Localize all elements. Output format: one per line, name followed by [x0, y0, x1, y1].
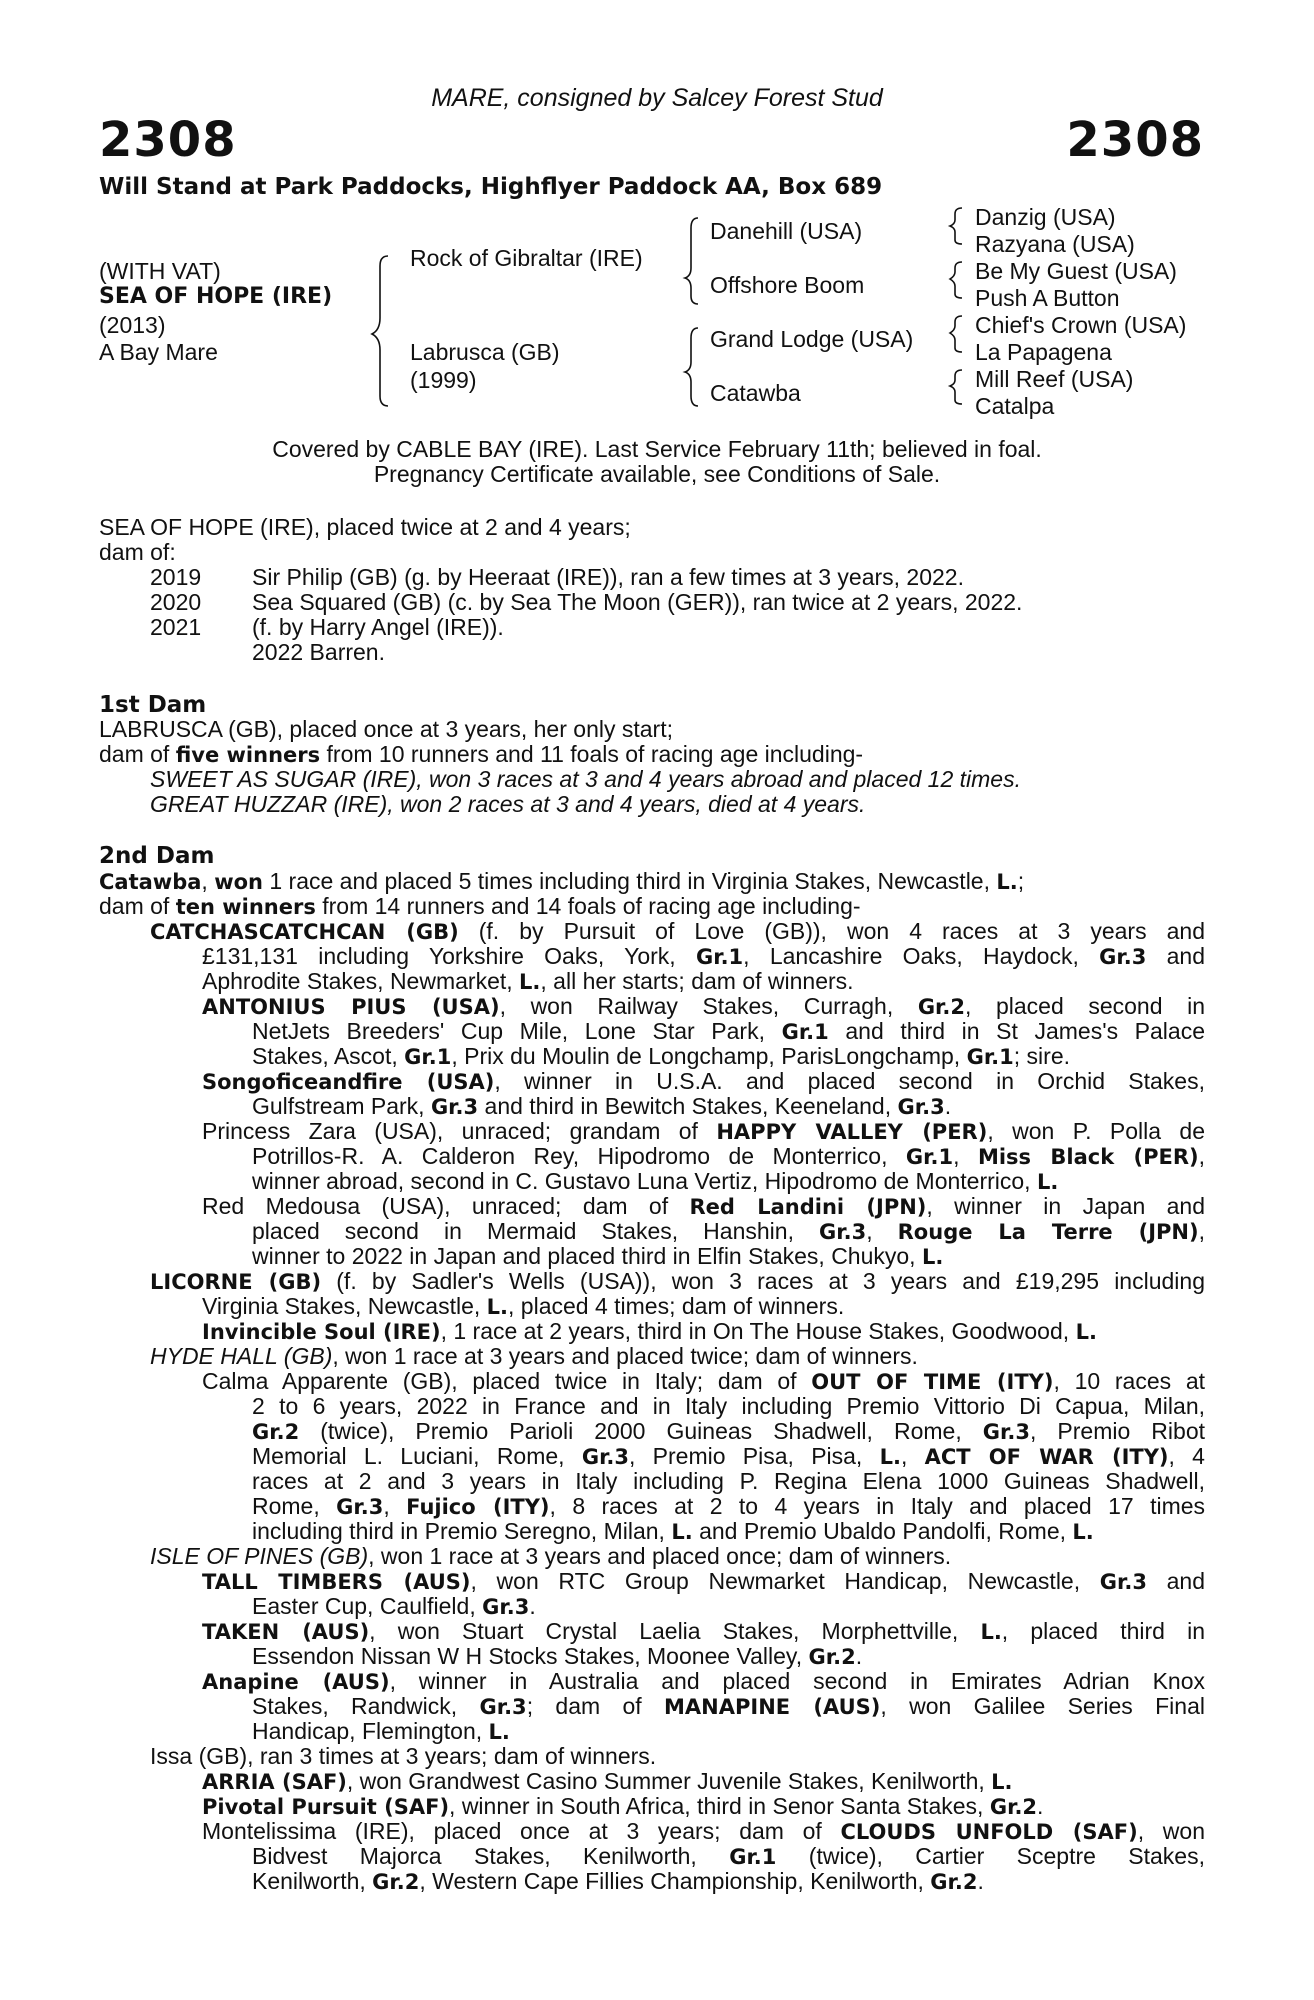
sire-name: Rock of Gibraltar (IRE) [410, 245, 643, 271]
second-dam-line: NetJets Breeders' Cup Mile, Lone Star Park, Gr.1 and third in St James's Palace [252, 1018, 1205, 1044]
horse-year: (2013) [99, 312, 166, 338]
second-dam-line: Catawba, won 1 race and placed 5 times including third in Virginia Stakes, Newcastle, L.; [99, 868, 1025, 894]
dam-dam: Catawba [710, 380, 801, 406]
stand-location: Will Stand at Park Paddocks, Highflyer Paddock AA, Box 689 [99, 174, 883, 200]
second-dam-line: Virginia Stakes, Newcastle, L., placed 4 times; dam of winners. [202, 1293, 845, 1319]
dam-year: (1999) [410, 367, 477, 393]
second-dam-line: CATCHASCATCHCAN (GB) (f. by Pursuit of Love (GB)), won 4 races at 3 years and [150, 918, 1206, 944]
produce-text: (f. by Harry Angel (IRE)). [252, 614, 504, 640]
second-dam-line: Red Medousa (USA), unraced; dam of Red Landini (JPN), winner in Japan and [202, 1193, 1205, 1219]
sire-dam: Offshore Boom [710, 272, 865, 298]
covering-line-1: Covered by CABLE BAY (IRE). Last Service February 11th; believed in foal. [272, 436, 1042, 462]
lot-number-right: 2308 [1066, 112, 1204, 168]
second-dam-line: Calma Apparente (GB), placed twice in Italy; dam of OUT OF TIME (ITY), 10 races at [202, 1368, 1206, 1394]
second-dam-line: TAKEN (AUS), won Stuart Crystal Laelia Stakes, Morphettville, L., placed third in [202, 1618, 1205, 1644]
first-dam-line: GREAT HUZZAR (IRE), won 2 races at 3 and 4 years, died at 4 years. [150, 791, 866, 817]
second-dam-line: 2 to 6 years, 2022 in France and in Italy including Premio Vittorio Di Capua, Milan, [252, 1393, 1205, 1419]
second-dam-line: Anapine (AUS), winner in Australia and placed second in Emirates Adrian Knox [202, 1668, 1205, 1694]
second-dam-line: Handicap, Flemington, L. [252, 1718, 510, 1744]
second-dam-line: £131,131 including Yorkshire Oaks, York, Gr.1, Lancashire Oaks, Haydock, Gr.3 and [202, 943, 1206, 969]
second-dam-line: races at 2 and 3 years in Italy including P. Regina Elena 1000 Guineas Shadwell, [252, 1468, 1205, 1494]
second-dam-line: Potrillos-R. A. Calderon Rey, Hipodromo de Monterrico, Gr.1, Miss Black (PER), [252, 1143, 1205, 1169]
second-dam-line: winner to 2022 in Japan and placed third in Elfin Stakes, Chukyo, L. [252, 1243, 944, 1269]
sire-sire: Danehill (USA) [710, 218, 863, 244]
gen4-8: Catalpa [975, 393, 1055, 419]
second-dam-line: Pivotal Pursuit (SAF), winner in South Africa, third in Senor Santa Stakes, Gr.2. [202, 1793, 1044, 1819]
second-dam-line: Songoficeandfire (USA), winner in U.S.A. and placed second in Orchid Stakes, [202, 1068, 1205, 1094]
second-dam-line: Invincible Soul (IRE), 1 race at 2 years, third in On The House Stakes, Goodwood, L. [202, 1318, 1097, 1344]
produce-text: Sea Squared (GB) (c. by Sea The Moon (GER)), ran twice at 2 years, 2022. [252, 589, 1023, 615]
gen4-6: La Papagena [975, 339, 1112, 365]
second-dam-line: Aphrodite Stakes, Newmarket, L., all her starts; dam of winners. [202, 968, 854, 994]
second-dam-line: ISLE OF PINES (GB), won 1 race at 3 years and placed once; dam of winners. [150, 1543, 952, 1569]
covering-line-2: Pregnancy Certificate available, see Conditions of Sale. [373, 461, 941, 487]
horse-name: SEA OF HOPE (IRE) [99, 284, 333, 309]
consignment-line: MARE, consigned by Salcey Forest Stud [431, 84, 883, 112]
second-dam-line: Montelissima (IRE), placed once at 3 years; dam of CLOUDS UNFOLD (SAF), won [202, 1818, 1205, 1844]
second-dam-heading: 2nd Dam [99, 843, 215, 869]
second-dam-line: Gulfstream Park, Gr.3 and third in Bewitch Stakes, Keeneland, Gr.3. [252, 1093, 952, 1119]
produce-dam-of: dam of: [99, 539, 176, 565]
first-dam-line: LABRUSCA (GB), placed once at 3 years, her only start; [99, 716, 673, 742]
second-dam-line: Stakes, Randwick, Gr.3; dam of MANAPINE (AUS), won Galilee Series Final [252, 1693, 1205, 1719]
second-dam-line: winner abroad, second in C. Gustavo Luna Vertiz, Hipodromo de Monterrico, L. [252, 1168, 1059, 1194]
second-dam-line: Essendon Nissan W H Stocks Stakes, Moonee Valley, Gr.2. [252, 1643, 863, 1669]
produce-year: 2020 [150, 589, 202, 615]
second-dam-line: HYDE HALL (GB), won 1 race at 3 years and placed twice; dam of winners. [150, 1343, 918, 1369]
second-dam-line: Bidvest Majorca Stakes, Kenilworth, Gr.1 (twice), Cartier Sceptre Stakes, [252, 1843, 1205, 1869]
second-dam-line: placed second in Mermaid Stakes, Hanshin, Gr.3, Rouge La Terre (JPN), [252, 1218, 1205, 1244]
second-dam-line: TALL TIMBERS (AUS), won RTC Group Newmarket Handicap, Newcastle, Gr.3 and [202, 1568, 1206, 1594]
produce-text: Sir Philip (GB) (g. by Heeraat (IRE)), ran a few times at 3 years, 2022. [252, 564, 964, 590]
gen4-1: Danzig (USA) [975, 204, 1116, 230]
second-dam-line: ARRIA (SAF), won Grandwest Casino Summer Juvenile Stakes, Kenilworth, L. [202, 1768, 1013, 1794]
gen4-7: Mill Reef (USA) [975, 366, 1134, 392]
second-dam-line: Gr.2 (twice), Premio Parioli 2000 Guineas Shadwell, Rome, Gr.3, Premio Ribot [252, 1418, 1205, 1444]
first-dam-line: SWEET AS SUGAR (IRE), won 3 races at 3 and 4 years abroad and placed 12 times. [150, 766, 1021, 792]
second-dam-line: Stakes, Ascot, Gr.1, Prix du Moulin de Longchamp, ParisLongchamp, Gr.1; sire. [252, 1043, 1071, 1069]
dam-name: Labrusca (GB) [410, 339, 560, 365]
second-dam-line: Rome, Gr.3, Fujico (ITY), 8 races at 2 to 4 years in Italy and placed 17 times [252, 1493, 1206, 1519]
gen4-3: Be My Guest (USA) [975, 258, 1177, 284]
second-dam-line: Easter Cup, Caulfield, Gr.3. [252, 1593, 536, 1619]
second-dam-line: Princess Zara (USA), unraced; grandam of HAPPY VALLEY (PER), won P. Polla de [202, 1118, 1206, 1144]
produce-year: 2021 [150, 614, 202, 640]
second-dam-line: including third in Premio Seregno, Milan, L. and Premio Ubaldo Pandolfi, Rome, L. [252, 1518, 1094, 1544]
first-dam-line: dam of five winners from 10 runners and 11 foals of racing age including- [99, 741, 864, 767]
dam-sire: Grand Lodge (USA) [710, 326, 914, 352]
first-dam-heading: 1st Dam [99, 692, 207, 718]
produce-year: 2019 [150, 564, 202, 590]
second-dam-line: Memorial L. Luciani, Rome, Gr.3, Premio Pisa, Pisa, L., ACT OF WAR (ITY), 4 [252, 1443, 1205, 1469]
second-dam-line: Issa (GB), ran 3 times at 3 years; dam of winners. [150, 1743, 657, 1769]
lot-number-left: 2308 [99, 112, 237, 168]
produce-intro: SEA OF HOPE (IRE), placed twice at 2 and 4 years; [99, 514, 631, 540]
second-dam-line: Kenilworth, Gr.2, Western Cape Fillies Championship, Kenilworth, Gr.2. [252, 1868, 984, 1894]
gen4-4: Push A Button [975, 285, 1120, 311]
produce-barren: 2022 Barren. [252, 639, 385, 665]
gen4-2: Razyana (USA) [975, 231, 1135, 257]
gen4-5: Chief's Crown (USA) [975, 312, 1187, 338]
second-dam-line: dam of ten winners from 14 runners and 14 foals of racing age including- [99, 893, 861, 919]
horse-description: A Bay Mare [99, 339, 218, 365]
second-dam-line: LICORNE (GB) (f. by Sadler's Wells (USA)), won 3 races at 3 years and £19,295 including [150, 1268, 1205, 1294]
vat-label: (WITH VAT) [99, 258, 221, 284]
second-dam-line: ANTONIUS PIUS (USA), won Railway Stakes, Curragh, Gr.2, placed second in [202, 993, 1206, 1019]
